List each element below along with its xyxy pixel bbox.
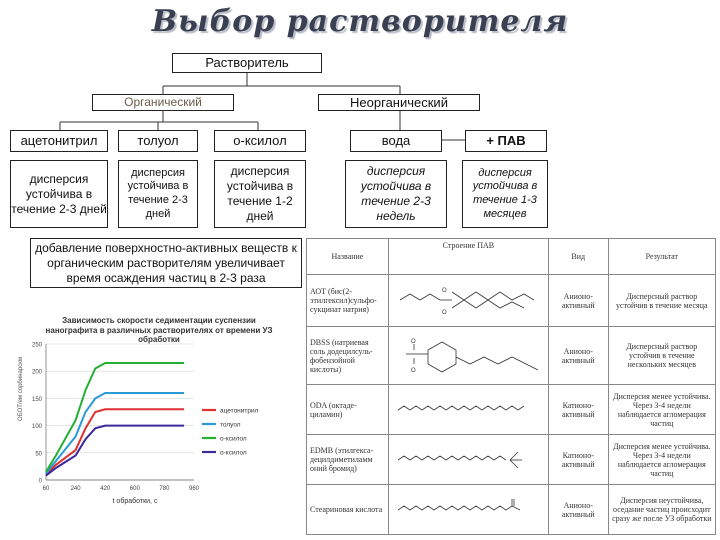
chart-ylabel: ОБОТ/ем сорбинарскм: [18, 357, 24, 421]
root-node: Растворитель: [172, 53, 322, 73]
table-row: [307, 327, 716, 385]
table-row: [307, 275, 716, 327]
structure-edmb: [388, 435, 548, 485]
row-name: EDMB (этилгекса-децилдиметиламм оний бромид): [307, 435, 389, 485]
row-result: Дисперсия менее устойчива. Через 3-4 недели наблюдается агломерация частиц: [608, 385, 715, 435]
structure-edmb-drawing: [392, 446, 542, 472]
table-row: [307, 485, 716, 535]
stability-xylene: дисперсия устойчива в течение 1-2 дней: [214, 160, 306, 228]
y-tick-label: 150: [31, 396, 42, 403]
stability-surfactant: дисперсия устойчива в течение 1-3 месяцев: [462, 160, 548, 228]
structure-aot-drawing: [392, 280, 542, 320]
row-type: Анионо-активный: [548, 327, 608, 385]
structure-stearic-drawing: [392, 496, 542, 522]
solvent-acetonitrile: ацетонитрил: [10, 130, 108, 152]
x-tick-label: 420: [100, 486, 111, 492]
table-row: [307, 435, 716, 485]
structure-dbss-drawing: [392, 332, 542, 378]
y-tick-label: 0: [38, 478, 42, 485]
solvent-xylene: о-ксилол: [214, 130, 306, 152]
stability-acetonitrile: дисперсия устойчива в течение 2-3 дней: [10, 160, 108, 228]
y-tick-label: 100: [31, 424, 42, 431]
svg-text:O: O: [441, 309, 447, 316]
stability-water: дисперсия устойчива в течение 2-3 недель: [345, 160, 447, 228]
series-line: [46, 426, 184, 476]
col-structure-header: Строение ПАВ: [388, 239, 548, 275]
organic-node: Органический: [92, 94, 234, 111]
row-name: АОТ (бис(2-этилгексил)сульфо-сукцинат натрия): [307, 275, 389, 327]
col-result-header: Результат: [608, 239, 715, 275]
svg-text:O: O: [441, 287, 447, 294]
sedimentation-chart: [0, 0, 320, 540]
series-line: [46, 409, 184, 474]
svg-text:O: O: [410, 367, 416, 374]
row-name: ODA (октаде-циламин): [307, 385, 389, 435]
page-title: Выбор растворителя: [151, 4, 569, 39]
chart-xlabel: t обработки, с: [112, 498, 158, 505]
row-name: DBSS (натриевая соль додецилсуль-фобензойной кислоты): [307, 327, 389, 385]
legend-label: ацетонитрил: [220, 407, 259, 415]
structure-stearic: [388, 485, 548, 535]
legend-label: толуол: [220, 421, 241, 429]
col-type-header: Вид: [548, 239, 608, 275]
table-row: [307, 385, 716, 435]
row-result: Дисперсия неустойчива, оседание частиц происходит сразу же после УЗ обработки: [608, 485, 715, 535]
inorganic-node: Неорганический: [318, 94, 480, 111]
row-result: Дисперсный раствор устойчив в течение нескольких месяцев: [608, 327, 715, 385]
solvent-water: вода: [350, 130, 442, 152]
structure-oda-drawing: [392, 398, 542, 420]
series-line: [46, 363, 184, 472]
solvent-toluene: толуол: [118, 130, 198, 152]
structure-aot: [388, 275, 548, 327]
row-result: Дисперсный раствор устойчив в течение месяца: [608, 275, 715, 327]
legend-label: о-ксилол: [220, 449, 247, 457]
y-tick-label: 50: [35, 451, 42, 458]
structure-dbss: [388, 327, 548, 385]
y-tick-label: 250: [31, 342, 42, 349]
x-tick-label: 240: [70, 486, 81, 492]
stability-toluene: дисперсия устойчива в течение 2-3 дней: [118, 160, 198, 228]
row-type: Катионо-активный: [548, 385, 608, 435]
y-tick-label: 200: [31, 369, 42, 376]
chart-title: Зависимость скорости седиментации суспензии нанографита в различных растворителях от времени УЗ обработки: [45, 316, 273, 345]
x-tick-label: 780: [159, 486, 170, 492]
solvent-surfactant: + ПАВ: [465, 130, 547, 152]
col-name-header: Название: [307, 239, 389, 275]
row-type: Анионо-активный: [548, 485, 608, 535]
row-name: Стеариновая кислота: [307, 485, 389, 535]
row-type: Анионо-активный: [548, 275, 608, 327]
structure-oda: [388, 385, 548, 435]
surfactant-note: добавление поверхностно-активных веществ к органическим растворителям увеличивает время осаждения частиц в 2-3 раза: [30, 238, 302, 288]
x-tick-label: 60: [42, 486, 50, 492]
table-header-row: [307, 239, 716, 275]
legend-label: о-ксилол: [220, 435, 247, 443]
svg-text:O: O: [410, 338, 416, 345]
row-result: Дисперсия менее устойчива. Через 3-4 недели наблюдается агломерация частиц: [608, 435, 715, 485]
x-tick-label: 600: [129, 486, 140, 492]
surfactant-table: [306, 238, 716, 535]
x-tick-label: 960: [188, 486, 200, 492]
row-type: Катионо-активный: [548, 435, 608, 485]
